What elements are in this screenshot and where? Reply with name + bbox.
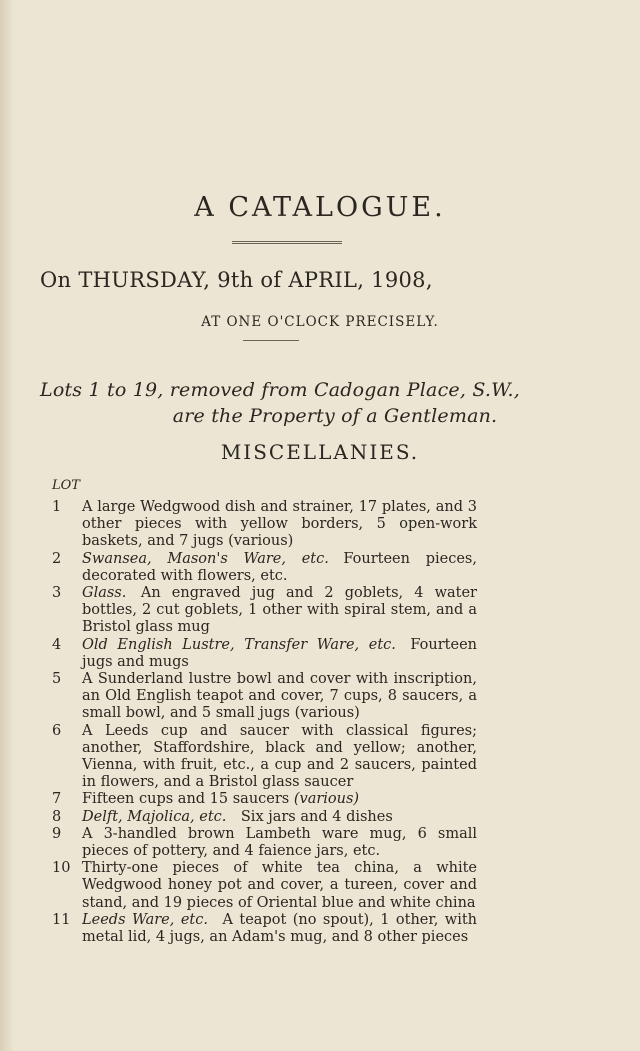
lot-name: Old English Lustre, Transfer Ware, etc. bbox=[82, 636, 396, 653]
lot-description: A Sunderland lustre bowl and cover with inscription, an Old English teapot and cover, 7 cups, 8 saucers, a small bowl, and 5 small jugs (various) bbox=[82, 671, 477, 722]
lot-number: 4 bbox=[52, 636, 62, 653]
lot-number: 5 bbox=[52, 671, 62, 688]
lot-number: 8 bbox=[52, 808, 62, 825]
lot-description: A 3-handled brown Lambeth ware mug, 6 small pieces of pottery, and 4 faience jars, etc. bbox=[82, 825, 477, 860]
lot-description: Fourteen pieces, decorated with flowers, etc. bbox=[82, 550, 477, 584]
lot-item bbox=[52, 723, 477, 792]
lot-number: 2 bbox=[52, 550, 62, 567]
lot-item bbox=[52, 791, 477, 808]
lot-description: A large Wedgwood dish and strainer, 17 plates, and 3 other pieces with yellow borders, 5 open-work baskets, and 7 jugs (various) bbox=[82, 499, 477, 550]
lot-item bbox=[52, 637, 477, 671]
lot-item bbox=[52, 671, 477, 723]
sale-time: AT ONE O'CLOCK PRECISELY. bbox=[201, 314, 439, 330]
lot-item bbox=[52, 826, 477, 860]
lot-name: Glass. bbox=[82, 585, 127, 602]
lot-item bbox=[52, 809, 477, 826]
lot-description: Six jars and 4 dishes bbox=[240, 808, 393, 825]
lot-name: Swansea, Mason's Ware, etc. bbox=[82, 550, 329, 567]
lot-number: 6 bbox=[52, 722, 62, 739]
page-title: A CATALOGUE. bbox=[194, 192, 446, 223]
lot-description: Thirty-one pieces of white tea china, a white Wedgwood honey pot and cover, a tureen, cover and stand, and 19 pieces of Oriental blue and white china bbox=[82, 860, 477, 911]
provenance-line-1: Lots 1 to 19, removed from Cadogan Place, S.W., bbox=[40, 379, 521, 401]
lot-description: A Leeds cup and saucer with classical figures; another, Staffordshire, black and yellow; another, Vienna, with fruit, etc., a cup and 2 saucers, painted in flowers, and a Bristol glass saucer bbox=[82, 722, 477, 791]
lot-description: Fourteen jugs and mugs bbox=[82, 636, 477, 670]
lot-number: 11 bbox=[52, 911, 71, 928]
provenance-line-2: are the Property of a Gentleman. bbox=[172, 405, 498, 427]
lot-description: A teapot (no spout), 1 other, with metal lid, 4 jugs, an Adam's mug, and 8 other pieces bbox=[82, 911, 477, 946]
lot-item bbox=[52, 860, 477, 912]
title-rule bbox=[232, 241, 342, 244]
lot-item bbox=[52, 551, 477, 585]
lot-description: Fifteen cups and 15 saucers bbox=[82, 791, 290, 808]
lot-column-header: LOT bbox=[52, 478, 80, 493]
lot-description-suffix: (various) bbox=[293, 791, 360, 808]
lot-list bbox=[52, 499, 477, 946]
page-edge-shadow bbox=[0, 0, 14, 1051]
lot-name: Delft, Majolica, etc. bbox=[82, 808, 227, 825]
provenance-note bbox=[40, 377, 630, 429]
lot-item bbox=[52, 912, 477, 946]
time-rule bbox=[243, 340, 299, 341]
lot-number: 10 bbox=[52, 860, 71, 877]
lot-number: 1 bbox=[52, 499, 62, 515]
lot-number: 3 bbox=[52, 585, 62, 602]
lot-item bbox=[52, 585, 477, 637]
lot-number: 9 bbox=[52, 825, 62, 842]
lot-number: 7 bbox=[52, 791, 62, 808]
section-title: MISCELLANIES. bbox=[220, 440, 420, 464]
lot-name: Leeds Ware, etc. bbox=[82, 911, 208, 928]
lot-item bbox=[52, 499, 477, 551]
lot-description: An engraved jug and 2 goblets, 4 water bottles, 2 cut goblets, 1 other with spiral stem, and a Bristol glass mug bbox=[82, 585, 477, 636]
sale-date: On THURSDAY, 9th of APRIL, 1908, bbox=[40, 268, 433, 292]
